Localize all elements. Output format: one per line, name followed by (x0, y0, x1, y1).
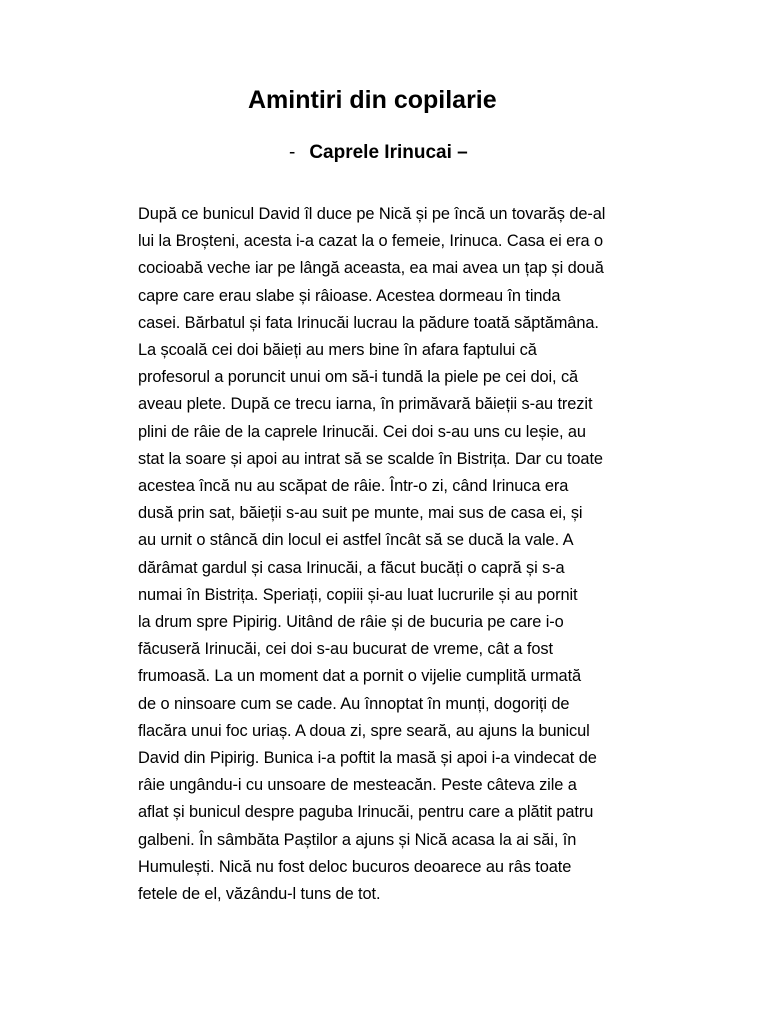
text-line: au urnit o stâncă din locul ei astfel încât să se ducă la vale. A (138, 531, 574, 550)
text-line: de o ninsoare cum se cade. Au înnoptat în munți, dogoriți de (138, 694, 570, 713)
text-line: capre care erau slabe și râioase. Acestea dormeau în tinda (138, 286, 561, 305)
document-subtitle (289, 142, 468, 164)
subtitle-text: Caprele Irinucai – (309, 142, 468, 163)
text-line: Humulești. Nică nu fost deloc bucuros deoarece au râs toate (138, 857, 572, 876)
text-line: numai în Bistrița. Speriați, copiii și-au luat lucrurile și au pornit (138, 585, 578, 604)
body-paragraph (138, 201, 698, 908)
text-line: lui la Broșteni, acesta i-a cazat la o femeie, Irinuca. Casa ei era o (138, 232, 604, 251)
text-line: frumoasă. La un moment dat a pornit o vijelie cumplită urmată (138, 667, 582, 686)
text-line: După ce bunicul David îl duce pe Nică și pe încă un tovarăș de-al (138, 205, 606, 223)
text-line: dusă prin sat, băieții s-au suit pe munte, mai sus de casa ei, și (138, 504, 583, 523)
text-line: fetele de el, văzându-l tuns de tot. (138, 885, 381, 904)
text-line: cocioabă veche iar pe lângă aceasta, ea mai avea un țap și două (138, 259, 604, 278)
text-line: stat la soare și apoi au intrat să se scalde în Bistrița. Dar cu toate (138, 449, 603, 468)
text-line: flacăra unui foc uriaș. A doua zi, spre seară, au ajuns la bunicul (138, 721, 590, 740)
text-line: la drum spre Pipirig. Uitând de râie și de bucuria pe care i-o (138, 613, 564, 632)
text-line: aveau plete. După ce trecu iarna, în primăvară băieții s-au trezit (138, 395, 593, 414)
text-line: David din Pipirig. Bunica i-a poftit la masă și apoi i-a vindecat de (138, 749, 597, 768)
text-line: râie ungându-i cu unsoare de mesteacăn. Peste câteva zile a (138, 776, 577, 795)
text-line: dărâmat gardul și casa Irinucăi, a făcut bucăți o capră și s-a (138, 558, 565, 577)
text-line: plini de râie de la caprele Irinucăi. Cei doi s-au uns cu leșie, au (138, 422, 586, 441)
text-line: casei. Bărbatul și fata Irinucăi lucrau la pădure toată săptămâna. (138, 313, 599, 332)
text-line: acestea încă nu au scăpat de râie. Într-o zi, când Irinuca era (138, 477, 569, 496)
text-line: făcuseră Irinucăi, cei doi s-au bucurat de vreme, cât a fost (138, 640, 553, 659)
text-line: La școală cei doi băieți au mers bine în afara faptului că (138, 341, 537, 360)
text-line: aflat și bunicul despre paguba Irinucăi, pentru care a plătit patru (138, 803, 594, 822)
text-line: galbeni. În sâmbăta Paștilor a ajuns și Nică acasa la ai săi, în (138, 830, 577, 849)
document-title: Amintiri din copilarie (248, 86, 497, 114)
text-line: profesorul a poruncit unui om să-i tundă la piele pe cei doi, că (138, 368, 579, 387)
subtitle-dash: - (289, 142, 296, 163)
